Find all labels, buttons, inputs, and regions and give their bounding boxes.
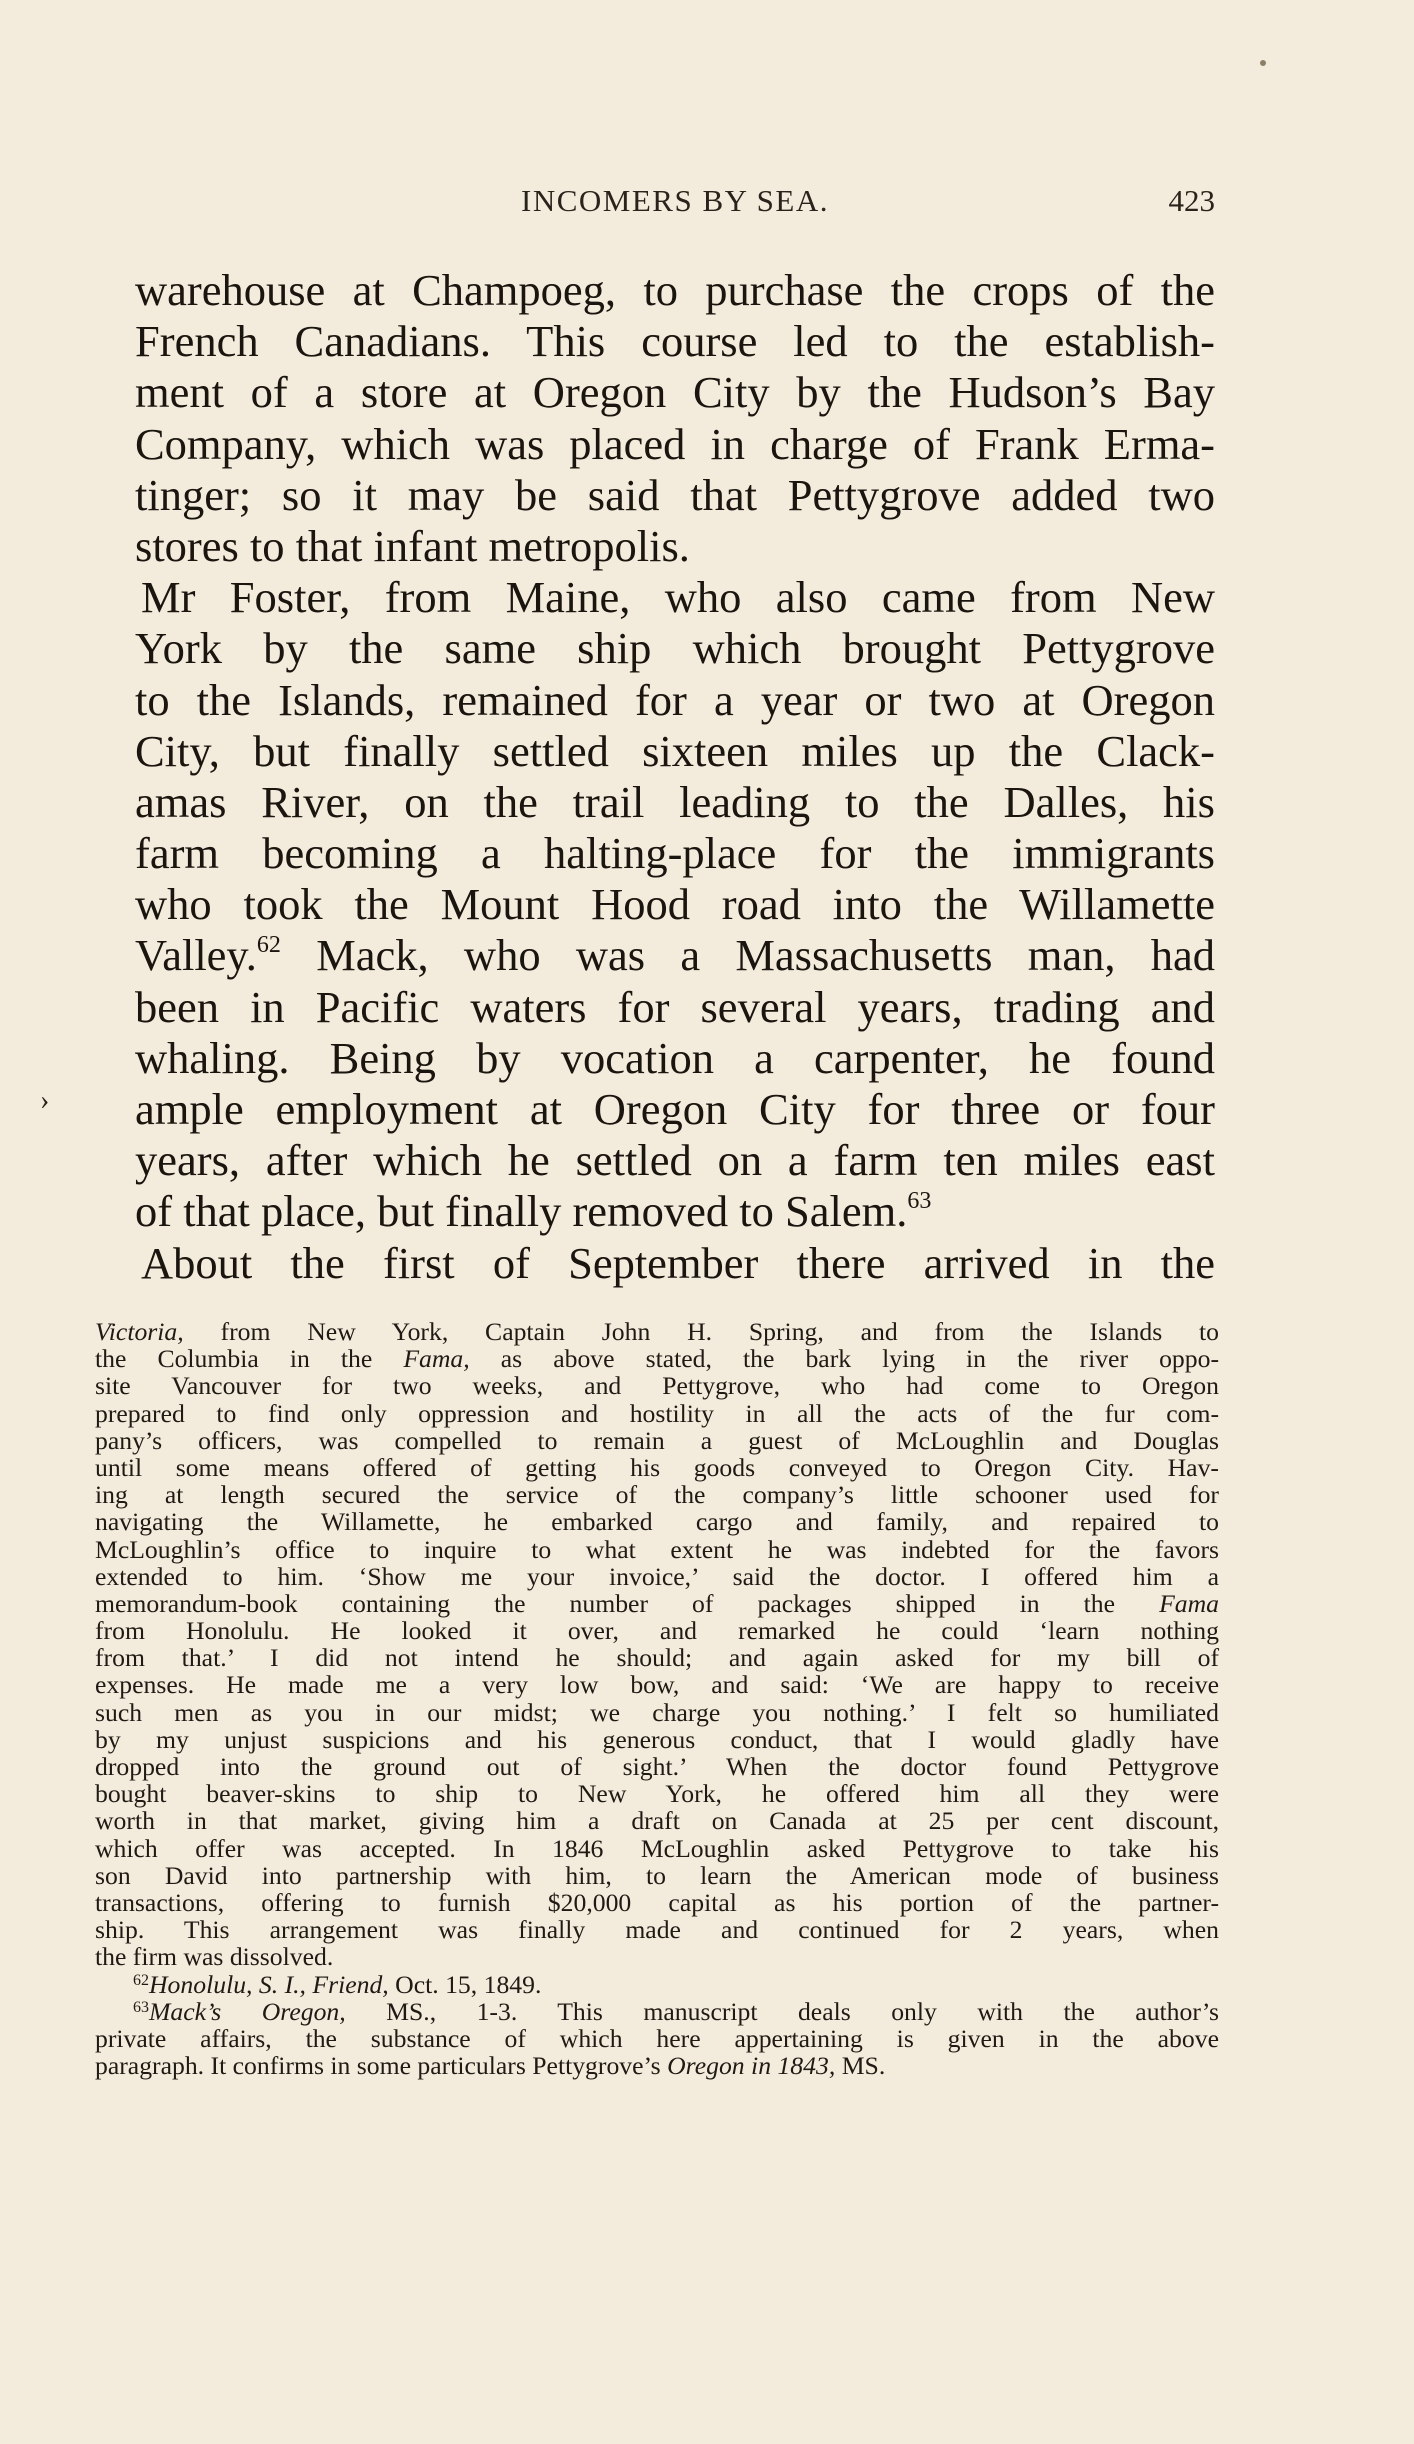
footnote-line: pany’s officers, was compelled to remain a guest of McLoughlin and Douglas <box>95 1425 1219 1455</box>
footnote-line: private affairs, the substance of which here appertaining is given in the above <box>95 2023 1219 2053</box>
body-line-rest: Mack, who was a Massachusetts man, had <box>280 930 1215 981</box>
footnote-number: 63 <box>133 1998 149 2016</box>
footnote-line: son David into partnership with him, to learn the American mode of business <box>95 1860 1219 1890</box>
body-line-with-footnote <box>135 930 1215 981</box>
footnote-line: until some means offered of getting his goods conveyed to Oregon City. Hav- <box>95 1452 1219 1482</box>
body-line: ment of a store at Oregon City by the Hudson’s Bay <box>135 367 1215 418</box>
footnote-line: which offer was accepted. In 1846 McLoughlin asked Pettygrove to take his <box>95 1833 1219 1863</box>
footnote-ref-63[interactable]: 63 <box>907 1188 932 1215</box>
footnote-italic: Victoria, <box>95 1317 184 1346</box>
margin-mark: › <box>40 1085 50 1116</box>
ink-speck <box>1260 60 1266 66</box>
footnote-italic: Mack’s Oregon, <box>149 1996 346 2026</box>
footnote-63 <box>95 1998 1219 2025</box>
body-line: farm becoming a halting-place for the immigrants <box>135 828 1215 879</box>
body-line: whaling. Being by vocation a carpenter, he found <box>135 1032 1215 1083</box>
footnote-line: from Honolulu. He looked it over, and remarked he could ‘learn nothing <box>95 1616 1219 1646</box>
footnote-line: ship. This arrangement was finally made and continued for 2 years, when <box>95 1915 1219 1945</box>
page-number: 423 <box>1168 183 1215 218</box>
body-text <box>135 265 1215 1289</box>
footnote-line: the firm was dissolved. <box>95 1942 334 1972</box>
body-line-start: of that place, but finally removed to Salem. <box>135 1186 908 1237</box>
body-line: Company, which was placed in charge of Frank Erma- <box>135 418 1215 469</box>
footnote-ref-62[interactable]: 62 <box>256 932 281 959</box>
footnote-italic: Fama <box>1159 1588 1219 1618</box>
footnote-line: bought beaver-skins to ship to New York, he offered him all they were <box>95 1779 1219 1809</box>
body-line: amas River, on the trail leading to the Dalles, his <box>135 776 1215 827</box>
body-line: About the first of September there arrived in the <box>141 1237 1215 1288</box>
body-line: to the Islands, remained for a year or two at Oregon <box>135 674 1215 725</box>
footnote-line <box>95 1590 1219 1617</box>
body-line: warehouse at Champoeg, to purchase the crops of the <box>135 265 1215 315</box>
footnote-text: MS. <box>835 2051 886 2081</box>
footnote-line <box>95 2052 1219 2079</box>
footnotes <box>95 1318 1219 2079</box>
footnote-line: from that.’ I did not intend he should; and again asked for my bill of <box>95 1643 1219 1673</box>
footnote-text: paragraph. It confirms in some particulars Pettygrove’s <box>95 2051 668 2081</box>
footnote-line: site Vancouver for two weeks, and Pettygrove, who had come to Oregon <box>95 1371 1219 1401</box>
body-line: been in Pacific waters for several years, trading and <box>135 981 1215 1032</box>
footnote-line <box>95 1345 1219 1372</box>
running-title: INCOMERS BY SEA. <box>521 183 829 218</box>
footnote-text: memorandum-book containing the number of packages shipped in the <box>95 1588 1160 1618</box>
footnote-text: Oct. 15, 1849. <box>388 1969 542 1999</box>
body-line: City, but finally settled sixteen miles up the Clack- <box>135 725 1215 776</box>
footnote-italic: Fama, <box>403 1344 470 1374</box>
footnote-line: expenses. He made me a very low bow, and said: ‘We are happy to receive <box>95 1670 1219 1700</box>
footnote-line: such men as you in our midst; we charge you nothing.’ I felt so humiliated <box>95 1697 1219 1727</box>
footnote-line: McLoughlin’s office to inquire to what extent he was indebted for the favors <box>95 1534 1219 1564</box>
body-line: York by the same ship which brought Pettygrove <box>135 623 1215 674</box>
body-line: French Canadians. This course led to the establish- <box>135 316 1215 367</box>
body-line-start: Valley. <box>135 930 257 981</box>
footnote-line: dropped into the ground out of sight.’ When the doctor found Pettygrove <box>95 1752 1219 1781</box>
footnote-text: as above stated, the bark lying in the river oppo- <box>469 1344 1219 1374</box>
footnote-line <box>95 1318 1219 1345</box>
footnote-line: prepared to find only oppression and hostility in all the acts of the fur com- <box>95 1398 1219 1428</box>
footnote-text: the Columbia in the <box>95 1344 404 1374</box>
body-line: tinger; so it may be said that Pettygrove added two <box>135 469 1215 520</box>
footnote-line: transactions, offering to furnish $20,000 capital as his portion of the partner- <box>95 1887 1219 1917</box>
footnote-62 <box>95 1971 1219 1998</box>
footnote-line: navigating the Willamette, he embarked cargo and family, and repaired to <box>95 1507 1219 1537</box>
footnote-line: extended to him. ‘Show me your invoice,’ said the doctor. I offered him a <box>95 1561 1219 1591</box>
body-line: years, after which he settled on a farm ten miles east <box>135 1135 1215 1186</box>
page-header <box>135 183 1215 223</box>
footnote-number: 62 <box>133 1971 149 1989</box>
footnote-line: by my unjust suspicions and his generous conduct, that I would gladly have <box>95 1724 1219 1754</box>
body-line: Mr Foster, from Maine, who also came from New <box>141 572 1215 623</box>
footnote-line: ing at length secured the service of the company’s little schooner used for <box>95 1480 1219 1510</box>
footnote-text: from New York, Captain John H. Spring, and from the Islands to <box>183 1317 1219 1346</box>
body-line: who took the Mount Hood road into the Willamette <box>135 879 1215 930</box>
footnote-line: worth in that market, giving him a draft on Canada at 25 per cent discount, <box>95 1806 1219 1836</box>
footnote-italic: Oregon in 1843, <box>667 2051 836 2081</box>
footnote-italic: Honolulu, S. I., Friend, <box>149 1969 389 1999</box>
body-line: ample employment at Oregon City for three or four <box>135 1084 1215 1134</box>
footnote-text: MS., 1-3. This manuscript deals only with the author’s <box>345 1996 1220 2026</box>
body-line: stores to that infant metropolis. <box>135 520 690 571</box>
body-line-with-footnote <box>135 1186 1215 1237</box>
